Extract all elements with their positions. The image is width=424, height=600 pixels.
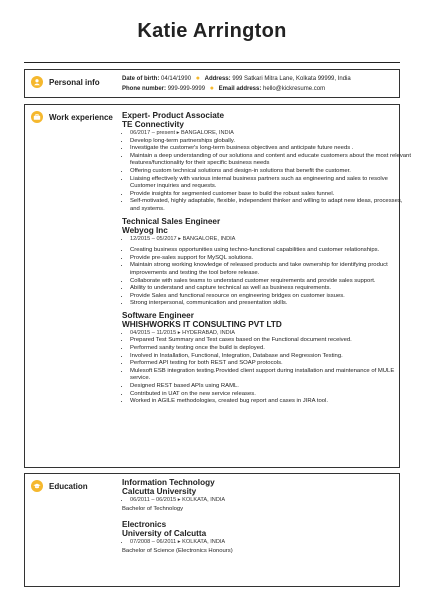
education-entry [122, 520, 412, 555]
address-label: Address: [204, 76, 231, 82]
education-meta: • 07/2008 – 06/2011 ▸ KOLKATA, INDIA [130, 539, 412, 547]
education-field: Information Technology [122, 478, 215, 487]
briefcase-icon [31, 111, 43, 123]
address-value: 999 Satkari Mitra Lane, Kolkata 99999, India [232, 76, 351, 82]
graduation-cap-icon [31, 480, 43, 492]
job-bullet: • Provide Sales and functional resource on engineering bridges on customer issues. [130, 293, 412, 301]
phone-value: 999-999-9999 [167, 86, 206, 92]
personal-info-section [24, 69, 400, 98]
job-company: Webyog Inc [122, 225, 168, 235]
job-bullet: • Maintain a deep understanding of our solutions and content and educate customers about the most relevant features/functionality for their specific business needs [130, 153, 412, 168]
job-bullet: • Performed API testing for both REST and SOAP protocols. [130, 360, 412, 368]
info-row-2 [122, 85, 325, 92]
job-bullet: • Contributed in UAT on the new service releases. [130, 391, 412, 399]
job-details [122, 236, 412, 244]
job-bullet: • Develop long-term partnerships globally. [130, 138, 412, 146]
education-section [24, 473, 400, 587]
job-bullet: • Provide pre-sales support for MySQL solutions. [130, 255, 412, 263]
job-bullet: • Collaborate with sales teams to understand customer requirements and provide sales support. [130, 278, 412, 286]
job-company: TE Connectivity [122, 120, 184, 129]
education-field: Electronics [122, 520, 167, 530]
dob-value: 04/14/1990 [161, 76, 192, 82]
job-bullet: • Performed sanity testing once the build is deployed. [130, 345, 412, 353]
job-bullet: • Offering custom technical solutions and design-in solutions that benefit the customer. [130, 168, 412, 176]
work-experience-section [24, 104, 411, 468]
phone-label: Phone number: [122, 86, 167, 92]
work-experience-heading: Work experience [49, 112, 113, 122]
education-degree: Bachelor of Technology [122, 505, 184, 512]
email-label: Email address: [218, 86, 262, 92]
job-bullet: • Strong interpersonal, communication and presentation skills. [130, 300, 412, 308]
job-bullet: • Designed REST based APIs using RAML. [130, 383, 412, 391]
separator-dot: ● [195, 75, 200, 82]
job-title: Expert- Product Associate [122, 111, 225, 120]
resume-name: Katie Arrington [137, 20, 287, 42]
dob-label: Date of birth: [122, 76, 160, 82]
job-details [122, 130, 412, 214]
job-bullet: • Mulesoft ESB integration testing.Provided client support during installation and maintenance of MULE service. [130, 368, 412, 383]
education-school: University of Calcutta [122, 529, 207, 539]
job-bullet: • Liaising effectively with various internal business partners such as engineering and sales to resolve Customer inquiries and requests. [130, 176, 412, 191]
education-degree: Bachelor of Science (Electronics Honours) [122, 547, 233, 554]
job-bullet: • Self-motivated, highly adaptable, flexible, independent thinker and willing to adapt new ideas, processes, and systems. [130, 198, 412, 213]
separator-dot: ● [209, 85, 214, 92]
education-school: Calcutta University [122, 487, 197, 496]
job-title: Software Engineer [122, 310, 194, 320]
education-heading: Education [49, 481, 88, 491]
job-bullet: • Creating business opportunities using techno-functional capabilities and customer relationships. [130, 247, 412, 255]
work-entries [122, 111, 412, 406]
education-meta: • 06/2011 – 06/2015 ▸ KOLKATA, INDIA [130, 497, 412, 505]
info-row-1 [122, 75, 351, 82]
education-entries [122, 478, 412, 555]
education-details [122, 539, 412, 547]
job-bullet: • Investigate the customer's long-term business objectives and anticipate future needs . [130, 145, 412, 153]
personal-info-heading: Personal info [49, 77, 100, 87]
job-bullet: • Prepared Test Summary and Test cases based on the Functional document received. [130, 337, 412, 345]
job-company: WHISHWORKS IT CONSULTING PVT LTD [122, 319, 282, 329]
job-title: Technical Sales Engineer [122, 216, 221, 226]
job-meta: • 04/2015 – 11/2015 ▸ HYDERABAD, INDIA [130, 330, 412, 338]
job-entry [122, 311, 412, 406]
job-bullet: • Worked in AGILE methodologies, created bug report and cases in JIRA tool. [130, 398, 412, 406]
job-meta: • 12/2015 – 05/2017 ▸ BANGALORE, INDIA [130, 236, 412, 244]
job-details [122, 330, 412, 406]
job-bullet: • Involved in Installation, Functional, Integration, Database and Regression Testing. [130, 353, 412, 361]
job-meta: • 06/2017 – present ▸ BANGALORE, INDIA [130, 130, 412, 138]
job-entry [122, 111, 412, 214]
personal-info-header [31, 76, 100, 88]
education-header [31, 480, 88, 492]
education-entry [122, 478, 412, 513]
job-bullet: • Provide insights for segmented customer base to build the robust sales funnel. [130, 191, 412, 199]
job-bullet: • Maintain strong working knowledge of released products and take ownership for identifying product improvements and testing the tool before release. [130, 262, 412, 277]
job-details [122, 247, 412, 308]
email-value: hello@kickresume.com [263, 86, 326, 92]
header-divider [24, 62, 400, 63]
education-details [122, 497, 412, 505]
user-icon [31, 76, 43, 88]
job-entry [122, 217, 412, 308]
job-bullet: • Ability to understand and capture technical as well as business requirements. [130, 285, 412, 293]
work-experience-header [31, 111, 113, 123]
